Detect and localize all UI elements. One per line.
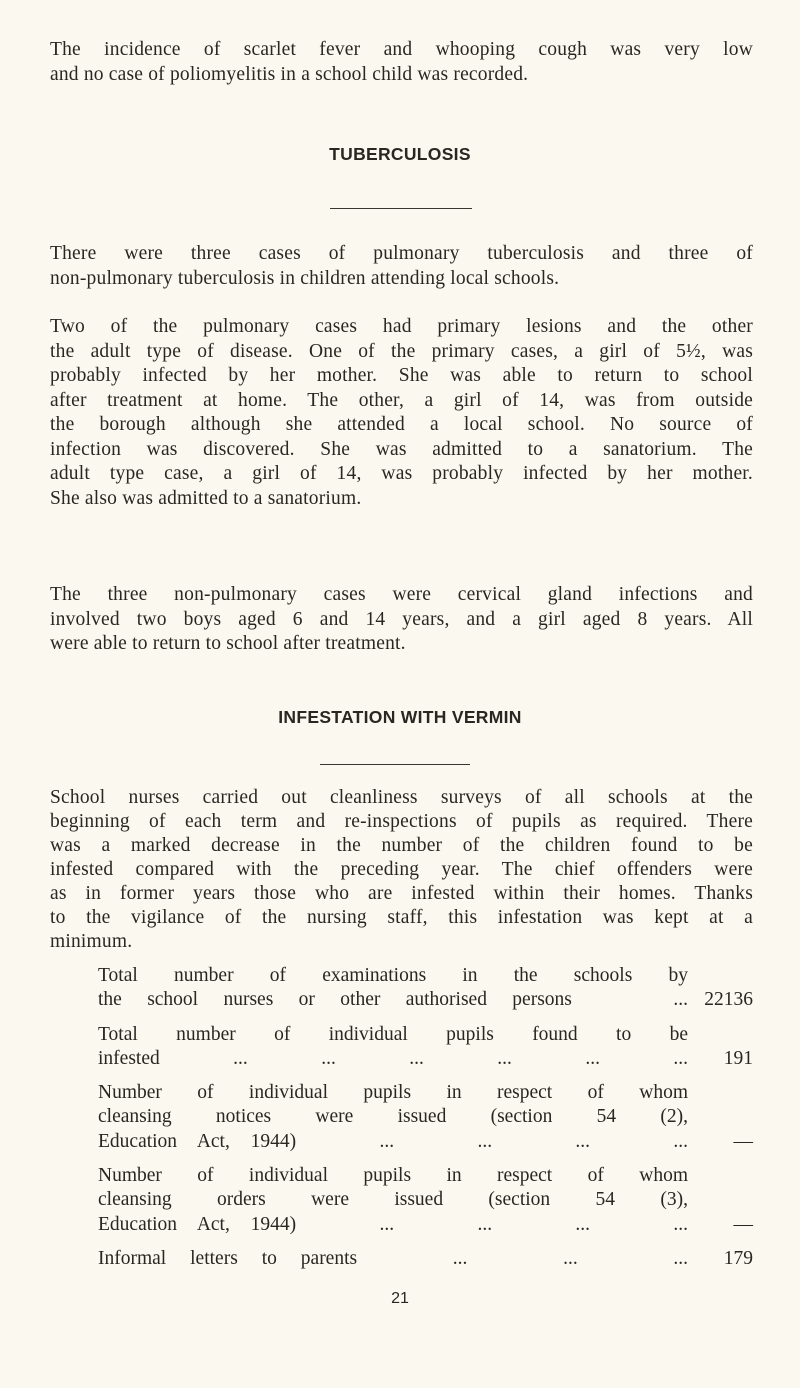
table-row bbox=[98, 1081, 753, 1154]
text-line: was a marked decrease in the number of the children found to be bbox=[50, 835, 753, 856]
text-line: Education Act, 1944) ... ... ... ... bbox=[98, 1213, 688, 1235]
text-line: Informal letters to parents ... ... ... bbox=[98, 1247, 688, 1269]
row-label bbox=[98, 1164, 688, 1237]
text-line: and no case of poliomyelitis in a school child was recorded. bbox=[50, 63, 529, 85]
page-number: 21 bbox=[391, 1290, 409, 1307]
intro-paragraph bbox=[50, 38, 753, 87]
text-line: after treatment at home. The other, a girl of 14, was from outside bbox=[50, 389, 753, 411]
text-line: School nurses carried out cleanliness surveys of all schools at the bbox=[50, 787, 753, 808]
vermin-paragraph bbox=[50, 786, 753, 954]
row-value: — bbox=[733, 1130, 753, 1152]
text-line: the borough although she attended a local school. No source of bbox=[50, 414, 753, 435]
text-line: Two of the pulmonary cases had primary lesions and the other bbox=[50, 316, 753, 337]
table-row bbox=[98, 1023, 753, 1072]
tuberculosis-paragraph-3 bbox=[50, 583, 753, 657]
text-line: cleansing orders were issued (section 54 (3), bbox=[98, 1189, 688, 1211]
row-value: — bbox=[733, 1213, 753, 1235]
row-label bbox=[98, 1247, 688, 1271]
text-line: the adult type of disease. One of the primary cases, a girl of 5½, was bbox=[50, 340, 753, 362]
text-line: beginning of each term and re-inspections of pupils as required. There bbox=[50, 811, 753, 832]
text-line: infection was discovered. She was admitted to a sanatorium. The bbox=[50, 438, 753, 460]
text-line: The incidence of scarlet fever and whooping cough was very low bbox=[50, 39, 753, 60]
text-line: Number of individual pupils in respect of whom bbox=[98, 1165, 688, 1187]
row-label bbox=[98, 1023, 688, 1072]
text-line: cleansing notices were issued (section 54 (2), bbox=[98, 1106, 688, 1128]
vermin-statistics-table bbox=[98, 964, 753, 1271]
text-line: were able to return to school after treatment. bbox=[50, 633, 406, 654]
table-row bbox=[98, 1247, 753, 1271]
text-line: Number of individual pupils in respect of whom bbox=[98, 1082, 688, 1104]
text-line: Total number of examinations in the schools by bbox=[98, 965, 688, 986]
text-line: infested ... ... ... ... ... ... bbox=[98, 1047, 688, 1069]
tuberculosis-paragraph-1 bbox=[50, 242, 753, 291]
row-value: 191 bbox=[723, 1047, 753, 1069]
text-line: as in former years those who are infested within their homes. Thanks bbox=[50, 883, 753, 904]
row-value: 179 bbox=[723, 1247, 753, 1269]
row-label bbox=[98, 1081, 688, 1154]
text-line: Total number of individual pupils found to be bbox=[98, 1023, 688, 1045]
section-heading-vermin: INFESTATION WITH VERMIN bbox=[278, 707, 522, 727]
text-line: the school nurses or other authorised persons ... bbox=[98, 989, 688, 1011]
section-heading-tuberculosis: TUBERCULOSIS bbox=[329, 144, 471, 164]
table-row bbox=[98, 1164, 753, 1237]
row-value: 22136 bbox=[704, 989, 753, 1011]
text-line: There were three cases of pulmonary tuberculosis and three of bbox=[50, 243, 753, 264]
text-line: probably infected by her mother. She was able to return to school bbox=[50, 365, 753, 386]
divider bbox=[330, 208, 472, 209]
table-row bbox=[98, 964, 753, 1013]
divider bbox=[320, 764, 470, 765]
text-line: She also was admitted to a sanatorium. bbox=[50, 487, 362, 509]
text-line: minimum. bbox=[50, 931, 133, 952]
row-label bbox=[98, 964, 688, 1013]
tuberculosis-paragraph-2 bbox=[50, 315, 753, 511]
text-line: The three non-pulmonary cases were cervical gland infections and bbox=[50, 584, 753, 605]
text-line: infested compared with the preceding year. The chief offenders were bbox=[50, 859, 753, 880]
text-line: adult type case, a girl of 14, was probably infected by her mother. bbox=[50, 463, 753, 484]
text-line: Education Act, 1944) ... ... ... ... bbox=[98, 1130, 688, 1152]
text-line: to the vigilance of the nursing staff, this infestation was kept at a bbox=[50, 907, 753, 928]
text-line: involved two boys aged 6 and 14 years, and a girl aged 8 years. All bbox=[50, 608, 753, 630]
text-line: non-pulmonary tuberculosis in children attending local schools. bbox=[50, 267, 560, 289]
